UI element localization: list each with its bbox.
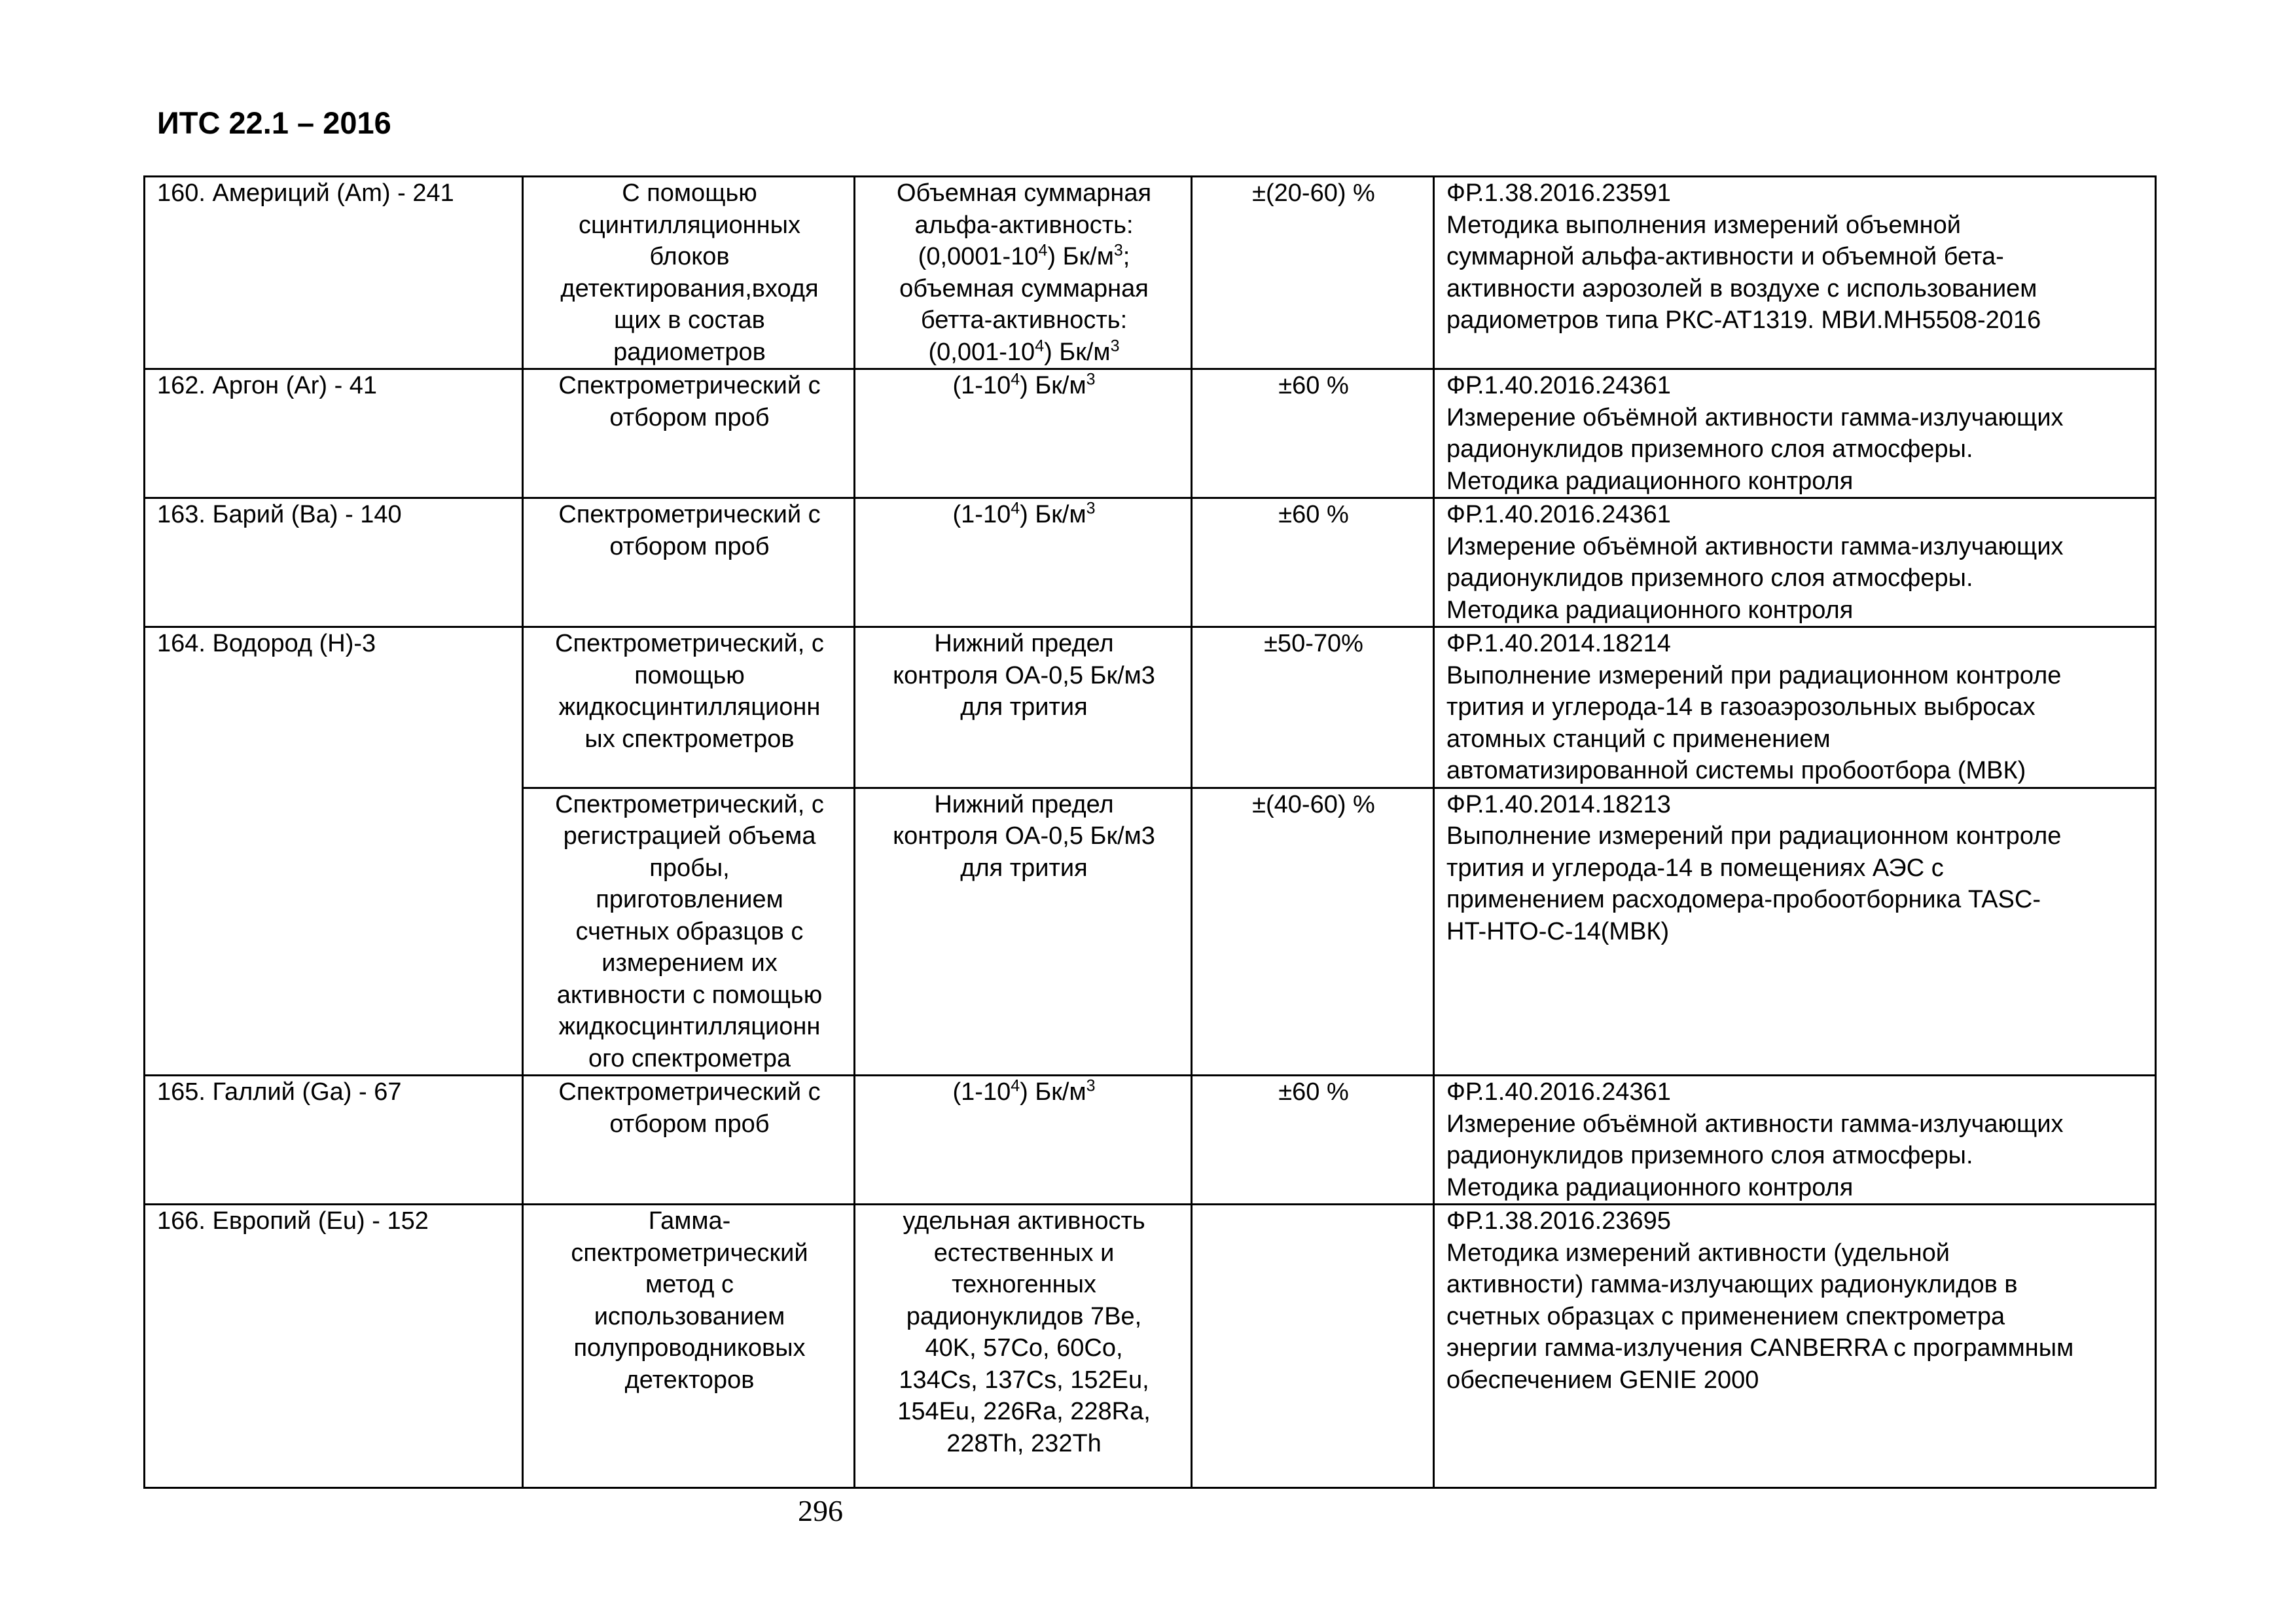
method-cell xyxy=(523,177,855,369)
cell-line: Методика радиационного контроля xyxy=(1446,1173,1854,1201)
superscript: 3 xyxy=(1086,1076,1096,1095)
range-text: (1-10 xyxy=(952,1078,1011,1106)
range-line xyxy=(867,337,1181,369)
cell-line: измерением их xyxy=(601,949,778,977)
superscript: 3 xyxy=(1113,241,1123,260)
range-line xyxy=(867,241,1181,273)
range-line xyxy=(867,1428,1181,1460)
cell-line: трития и углерода-14 в помещениях АЭС с xyxy=(1446,854,1944,882)
range-text: удельная активность xyxy=(903,1207,1145,1235)
cell-line: ФР.1.40.2016.24361 xyxy=(1446,1078,1671,1106)
range-text: для трития xyxy=(960,854,1088,882)
document-cell xyxy=(1434,1076,2156,1205)
element-cell: 164. Водород (H)-3 xyxy=(145,627,523,1076)
cell-line: ого спектрометра xyxy=(588,1044,791,1072)
cell-line: пробы, xyxy=(649,854,730,882)
range-text: техногенных xyxy=(952,1271,1096,1298)
range-line xyxy=(867,852,1181,884)
cell-line: атомных станций с применением xyxy=(1446,725,1831,753)
cell-line: отбором проб xyxy=(609,532,770,560)
range-text: Нижний предел xyxy=(934,630,1114,657)
error-cell xyxy=(1192,1205,1434,1488)
cell-line: HT-HTO-C-14(МВК) xyxy=(1446,917,1670,945)
range-text: (1-10 xyxy=(952,372,1011,399)
range-text: контроля ОА-0,5 Бк/м3 xyxy=(893,822,1155,850)
range-text: 134Cs, 137Cs, 152Eu, xyxy=(899,1366,1149,1394)
document-cell xyxy=(1434,1205,2156,1488)
range-cell xyxy=(855,1205,1192,1488)
range-text: ) Бк/м xyxy=(1020,372,1086,399)
cell-line: отбором проб xyxy=(609,403,770,431)
cell-line: блоков xyxy=(649,243,730,270)
error-cell: ±(40-60) % xyxy=(1192,788,1434,1076)
range-line xyxy=(867,1364,1181,1396)
method-cell xyxy=(523,627,855,788)
range-text: 154Eu, 226Ra, 228Ra, xyxy=(897,1398,1151,1425)
range-text: (0,001-10 xyxy=(928,338,1035,366)
cell-line: Спектрометрический с xyxy=(558,1078,821,1106)
range-text: для трития xyxy=(960,693,1088,721)
page-number: 296 xyxy=(798,1494,843,1527)
cell-line: Спектрометрический, с xyxy=(555,630,824,657)
superscript: 3 xyxy=(1086,370,1096,389)
cell-line: Измерение объёмной активности гамма-излучающих xyxy=(1446,532,2064,560)
cell-line: Спектрометрический, с xyxy=(555,790,824,818)
range-line xyxy=(867,691,1181,723)
range-line xyxy=(867,210,1181,242)
cell-line: энергии гамма-излучения CANBERRA с программным xyxy=(1446,1334,2074,1362)
range-cell xyxy=(855,498,1192,627)
superscript: 3 xyxy=(1086,499,1096,518)
range-cell xyxy=(855,1076,1192,1205)
table-row xyxy=(145,627,2156,788)
element-cell: 160. Америций (Am) - 241 xyxy=(145,177,523,369)
range-text: бетта-активность: xyxy=(920,306,1128,334)
cell-line: Измерение объёмной активности гамма-излучающих xyxy=(1446,403,2064,431)
cell-line: щих в состав xyxy=(614,306,765,334)
range-line xyxy=(867,820,1181,852)
error-cell: ±50-70% xyxy=(1192,627,1434,788)
range-text: естественных и xyxy=(933,1239,1115,1267)
cell-line: ФР.1.40.2016.24361 xyxy=(1446,501,1671,528)
range-text: радионуклидов 7Be, xyxy=(906,1302,1142,1330)
error-cell: ±(20-60) % xyxy=(1192,177,1434,369)
table-row xyxy=(145,177,2156,369)
superscript: 4 xyxy=(1038,241,1048,260)
range-text: Нижний предел xyxy=(934,790,1114,818)
cell-line: детектирования,входя xyxy=(560,274,819,302)
cell-line: трития и углерода-14 в газоаэрозольных выбросах xyxy=(1446,693,2036,721)
cell-line: отбором проб xyxy=(609,1110,770,1138)
cell-line: спектрометрический xyxy=(571,1239,808,1267)
superscript: 4 xyxy=(1035,336,1045,355)
cell-line: Выполнение измерений при радиационном контроле xyxy=(1446,661,2062,689)
cell-line: суммарной альфа-активности и объемной бета- xyxy=(1446,243,2004,270)
element-cell: 166. Европий (Eu) - 152 xyxy=(145,1205,523,1488)
cell-line: Методика измерений активности (удельной xyxy=(1446,1239,1950,1267)
superscript: 4 xyxy=(1011,370,1020,389)
range-line xyxy=(867,304,1181,337)
cell-line: Спектрометрический с xyxy=(558,372,821,399)
range-text: (1-10 xyxy=(952,501,1011,528)
range-line xyxy=(867,1237,1181,1269)
error-cell: ±60 % xyxy=(1192,1076,1434,1205)
cell-line: ФР.1.38.2016.23591 xyxy=(1446,179,1671,207)
error-cell: ±60 % xyxy=(1192,498,1434,627)
cell-line: регистрацией объема xyxy=(563,822,816,850)
document-cell xyxy=(1434,369,2156,498)
element-cell: 165. Галлий (Ga) - 67 xyxy=(145,1076,523,1205)
document-cell xyxy=(1434,627,2156,788)
range-text: контроля ОА-0,5 Бк/м3 xyxy=(893,661,1155,689)
table-row xyxy=(145,369,2156,498)
range-line xyxy=(867,1076,1181,1108)
table-row xyxy=(145,1205,2156,1488)
range-line xyxy=(867,628,1181,660)
document-cell xyxy=(1434,177,2156,369)
cell-line: ФР.1.38.2016.23695 xyxy=(1446,1207,1671,1235)
cell-line: радиометров xyxy=(613,338,766,366)
table-row xyxy=(145,1076,2156,1205)
cell-line: Выполнение измерений при радиационном контроле xyxy=(1446,822,2062,850)
cell-line: ФР.1.40.2014.18213 xyxy=(1446,790,1671,818)
document-cell xyxy=(1434,788,2156,1076)
range-line xyxy=(867,1205,1181,1237)
cell-line: помощью xyxy=(634,661,745,689)
range-cell xyxy=(855,177,1192,369)
cell-line: активности с помощью xyxy=(556,981,823,1009)
range-text: объемная суммарная xyxy=(899,274,1149,302)
cell-line: радионуклидов приземного слоя атмосферы. xyxy=(1446,1142,1973,1169)
cell-line: полупроводниковых xyxy=(573,1334,806,1362)
range-text: ) Бк/м xyxy=(1020,1078,1086,1106)
error-cell: ±60 % xyxy=(1192,369,1434,498)
cell-line: Гамма- xyxy=(648,1207,731,1235)
range-text: (0,0001-10 xyxy=(918,243,1039,270)
cell-line: С помощью xyxy=(622,179,757,207)
range-line xyxy=(867,1269,1181,1301)
range-line xyxy=(867,660,1181,692)
range-text: ) Бк/м xyxy=(1020,501,1086,528)
cell-line: счетных образцах с применением спектрометра xyxy=(1446,1302,2005,1330)
cell-line: метод с xyxy=(645,1271,734,1298)
range-line xyxy=(867,499,1181,531)
range-text: 40K, 57Co, 60Co, xyxy=(925,1334,1123,1362)
superscript: 4 xyxy=(1011,1076,1020,1095)
cell-line: жидкосцинтилляционн xyxy=(558,693,821,721)
cell-line: автоматизированной системы пробоотбора (МВК) xyxy=(1446,757,2026,784)
document-header: ИТС 22.1 – 2016 xyxy=(157,105,391,140)
range-line xyxy=(867,370,1181,402)
superscript: 3 xyxy=(1110,336,1120,355)
cell-line: использованием xyxy=(594,1302,785,1330)
cell-line: ФР.1.40.2016.24361 xyxy=(1446,372,1671,399)
document-cell xyxy=(1434,498,2156,627)
range-line xyxy=(867,1396,1181,1428)
range-text: 228Th, 232Th xyxy=(946,1429,1102,1457)
range-text: альфа-активность: xyxy=(914,211,1134,239)
cell-line: Методика выполнения измерений объемной xyxy=(1446,211,1961,239)
method-cell xyxy=(523,1205,855,1488)
method-cell xyxy=(523,369,855,498)
range-line xyxy=(867,177,1181,210)
cell-line: сцинтилляционных xyxy=(579,211,800,239)
cell-line: счетных образцов с xyxy=(575,917,804,945)
cell-line: применением расходомера-пробоотборника TASC- xyxy=(1446,886,2041,913)
cell-line: жидкосцинтилляционн xyxy=(558,1013,821,1040)
range-text: Объемная суммарная xyxy=(896,179,1152,207)
range-cell xyxy=(855,627,1192,788)
range-line xyxy=(867,1332,1181,1364)
method-cell xyxy=(523,788,855,1076)
method-cell xyxy=(523,1076,855,1205)
range-cell xyxy=(855,369,1192,498)
method-cell xyxy=(523,498,855,627)
cell-line: детекторов xyxy=(624,1366,755,1394)
range-text: ) Бк/м xyxy=(1047,243,1114,270)
cell-line: приготовлением xyxy=(596,886,783,913)
table-row xyxy=(145,498,2156,627)
cell-line: радионуклидов приземного слоя атмосферы. xyxy=(1446,435,1973,463)
range-text: ; xyxy=(1122,243,1130,270)
cell-line: ФР.1.40.2014.18214 xyxy=(1446,630,1671,657)
cell-line: активности аэрозолей в воздухе с использованием xyxy=(1446,274,2037,302)
superscript: 4 xyxy=(1011,499,1020,518)
radionuclide-methods-table xyxy=(143,175,2157,1489)
range-line xyxy=(867,273,1181,305)
cell-line: Методика радиационного контроля xyxy=(1446,596,1854,624)
cell-line: Измерение объёмной активности гамма-излучающих xyxy=(1446,1110,2064,1138)
element-cell: 162. Аргон (Ar) - 41 xyxy=(145,369,523,498)
cell-line: Методика радиационного контроля xyxy=(1446,467,1854,495)
range-cell xyxy=(855,788,1192,1076)
range-line xyxy=(867,1301,1181,1333)
cell-line: ых спектрометров xyxy=(584,725,795,753)
cell-line: радиометров типа РКС-АТ1319. МВИ.МН5508-2016 xyxy=(1446,306,2041,334)
cell-line: обеспечением GENIE 2000 xyxy=(1446,1366,1759,1394)
cell-line: активности) гамма-излучающих радионуклидов в xyxy=(1446,1271,2018,1298)
cell-line: радионуклидов приземного слоя атмосферы. xyxy=(1446,564,1973,592)
range-line xyxy=(867,789,1181,821)
range-text: ) Бк/м xyxy=(1044,338,1111,366)
cell-line: Спектрометрический с xyxy=(558,501,821,528)
element-cell: 163. Барий (Ba) - 140 xyxy=(145,498,523,627)
